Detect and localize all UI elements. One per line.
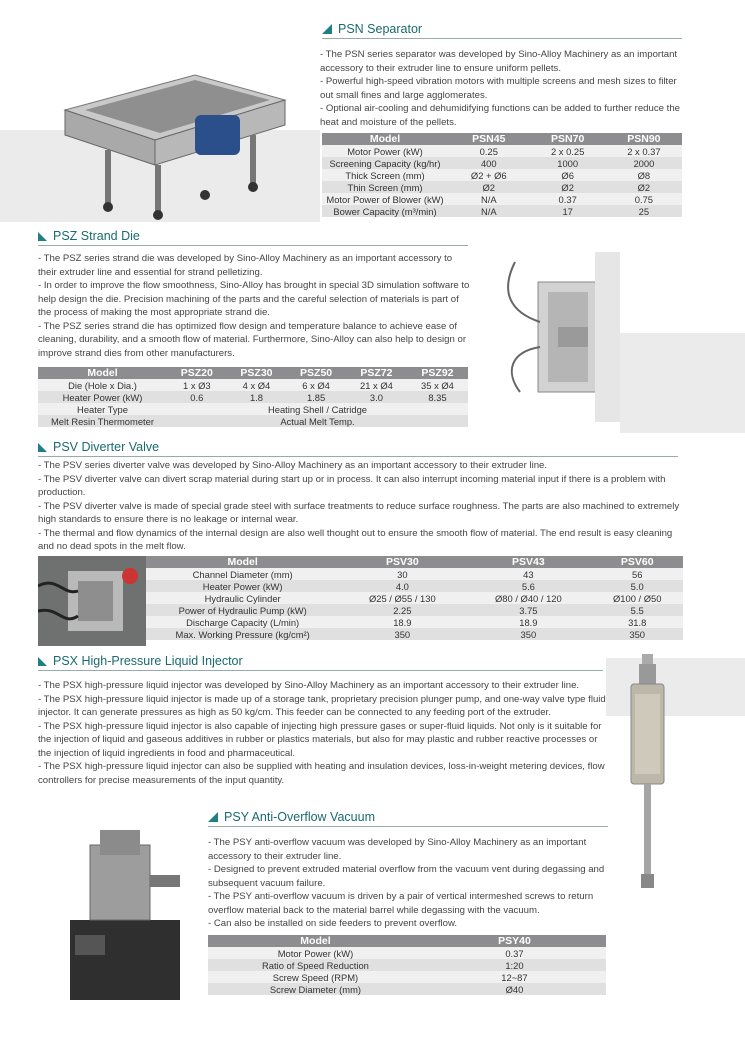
table-row — [208, 959, 606, 971]
psy-bullets — [208, 836, 608, 931]
table-cell: 4 x Ø4 — [227, 379, 287, 391]
section-marker-icon — [38, 443, 47, 452]
table-header: PSZ50 — [286, 367, 346, 379]
psy-bullet: - Can also be installed on side feeders to prevent overflow. — [208, 918, 458, 929]
table-cell: 0.75 — [606, 193, 682, 205]
table-header: PSZ20 — [167, 367, 227, 379]
table-cell: Ø2 + Ø6 — [448, 169, 530, 181]
psy-bullet: - The PSY anti-overflow vacuum was developed by Sino-Alloy Machinery as an important accessory to their extruder line. — [208, 837, 587, 862]
table-cell: Ø2 — [606, 181, 682, 193]
psy-title-rule — [208, 826, 608, 827]
table-cell: 3.75 — [465, 604, 591, 616]
table-row — [322, 157, 682, 169]
table-row — [322, 181, 682, 193]
psz-title-rule — [38, 245, 468, 246]
table-cell: 0.37 — [423, 947, 606, 959]
table-row — [38, 403, 468, 415]
table-cell: 0.37 — [530, 193, 606, 205]
table-cell: 6 x Ø4 — [286, 379, 346, 391]
table-cell: Hydraulic Cylinder — [146, 592, 339, 604]
table-header: PSZ92 — [407, 367, 468, 379]
table-cell: N/A — [448, 193, 530, 205]
psn-separator-image — [45, 55, 295, 220]
psy-spec-table — [208, 935, 606, 995]
table-row — [322, 193, 682, 205]
table-row — [146, 592, 683, 604]
psv-title — [38, 440, 159, 454]
table-cell: Thick Screen (mm) — [322, 169, 448, 181]
psn-bullets — [320, 48, 685, 129]
psv-bullet: - The PSV diverter valve can divert scrap material during start up or in process. It can also interrupt incoming material input if there is a problem with production. — [38, 473, 666, 498]
psx-bullet: - The PSX high-pressure liquid injector was developed by Sino-Alloy Machinery as an important accessory to their extruder line. — [38, 680, 580, 691]
table-cell: Die (Hole x Dia.) — [38, 379, 167, 391]
table-cell: 350 — [465, 628, 591, 640]
table-cell: 1 x Ø3 — [167, 379, 227, 391]
psv-title-rule — [38, 456, 678, 457]
psx-bullet: - The PSX high-pressure liquid injector is made up of a storage tank, proprietary precision plunger pump, and one-way valve type fluid injector. It can generate pressures as high as 50 kg/cm. This feeder can be connected to any feeding port of the extruder. — [38, 693, 606, 718]
table-header: Model — [38, 367, 167, 379]
psv-bullet: - The thermal and flow dynamics of the internal design are also well thought out to ensure the smooth flow of material. The end result is easy cleaning and no dead spots in the melt flow. — [38, 527, 673, 552]
table-cell: Motor Power (kW) — [208, 947, 423, 959]
psz-bullet: - The PSZ series strand die has optimized flow design and temperature balance to achieve ease of cleaning, durability, and a smooth flow of material. Furthermore, Sino-Alloy can also help to design or improve strand dies from other manufacturers. — [38, 320, 467, 359]
table-cell: Ø2 — [530, 181, 606, 193]
psz-strand-die-image — [500, 252, 620, 422]
table-header: Model — [322, 133, 448, 145]
section-marker-icon — [38, 232, 47, 241]
psx-title — [38, 654, 243, 668]
psy-title — [208, 810, 375, 824]
table-header: PSN45 — [448, 133, 530, 145]
table-header: PSN70 — [530, 133, 606, 145]
table-header: PSV43 — [465, 556, 591, 568]
table-header: Model — [208, 935, 423, 947]
table-cell: Ø8 — [606, 169, 682, 181]
table-cell: Screw Diameter (mm) — [208, 983, 423, 995]
table-cell: Bower Capacity (m³/min) — [322, 205, 448, 217]
table-cell: Channel Diameter (mm) — [146, 568, 339, 580]
table-cell: Max. Working Pressure (kg/cm²) — [146, 628, 339, 640]
table-cell: 8.35 — [407, 391, 468, 403]
table-cell: 30 — [339, 568, 465, 580]
table-cell: 1.8 — [227, 391, 287, 403]
table-cell: N/A — [448, 205, 530, 217]
table-cell: 350 — [591, 628, 683, 640]
psx-title-rule — [38, 670, 603, 671]
table-cell: 2.25 — [339, 604, 465, 616]
table-cell: 2000 — [606, 157, 682, 169]
table-cell: 1000 — [530, 157, 606, 169]
psn-title — [322, 22, 422, 36]
table-cell: 31.8 — [591, 616, 683, 628]
table-cell: Discharge Capacity (L/min) — [146, 616, 339, 628]
table-row — [146, 628, 683, 640]
psn-spec-table — [322, 133, 682, 217]
table-cell: 2 x 0.37 — [606, 145, 682, 157]
psz-title — [38, 229, 140, 243]
table-cell: Melt Resin Thermometer — [38, 415, 167, 427]
table-cell: Ø25 / Ø55 / 130 — [339, 592, 465, 604]
psn-bullet: - Optional air-cooling and dehumidifying functions can be added to further reduce the heat and moisture of the pellets. — [320, 103, 680, 128]
table-cell: Actual Melt Temp. — [167, 415, 468, 427]
table-row — [146, 568, 683, 580]
section-marker-icon — [322, 24, 332, 34]
psv-bullets — [38, 459, 683, 554]
table-cell: 5.0 — [591, 580, 683, 592]
section-marker-icon — [208, 812, 218, 822]
table-cell: Ratio of Speed Reduction — [208, 959, 423, 971]
psn-title-text: PSN Separator — [338, 22, 423, 36]
psy-bullet: - Designed to prevent extruded material overflow from the vacuum vent during degassing and subsequent vacuum failure. — [208, 864, 605, 889]
table-cell: Ø80 / Ø40 / 120 — [465, 592, 591, 604]
table-cell: 2 x 0.25 — [530, 145, 606, 157]
psz-spec-table — [38, 367, 468, 427]
table-cell: Ø6 — [530, 169, 606, 181]
table-header: PSZ72 — [346, 367, 407, 379]
psy-vacuum-image — [55, 825, 203, 1000]
table-row — [146, 616, 683, 628]
table-row — [322, 169, 682, 181]
psx-liquid-injector-image — [625, 654, 670, 890]
section-marker-icon — [38, 657, 47, 666]
psx-title-text: PSX High-Pressure Liquid Injector — [53, 654, 243, 668]
psx-bullet: - The PSX high-pressure liquid injector is also capable of injecting high pressure gases or super-fluid liquids. Not only is it suitable for the injection of liquid and gaseous additives in rubber or plastics materials, but also for may plastic and rubber reactive processes or the injection of liquid ingredients in food and pharmaceutical. — [38, 720, 602, 759]
table-row — [146, 604, 683, 616]
table-header: PSZ30 — [227, 367, 287, 379]
psx-bullet: - The PSX high-pressure liquid injector can also be supplied with heating and insulation devices, loss-in-weight metering devices, flow controllers for precise measurements of the input quantity. — [38, 761, 605, 786]
table-row — [38, 391, 468, 403]
table-cell: 17 — [530, 205, 606, 217]
table-row — [208, 983, 606, 995]
psz-bullets — [38, 252, 470, 360]
table-cell: 3.0 — [346, 391, 407, 403]
table-cell: Heater Power (kW) — [146, 580, 339, 592]
psv-bullet: - The PSV series diverter valve was developed by Sino-Alloy Machinery as an important accessory to their extruder line. — [38, 460, 548, 471]
table-cell: 56 — [591, 568, 683, 580]
table-cell: Ø2 — [448, 181, 530, 193]
table-cell: 5.5 — [591, 604, 683, 616]
psz-bullet: - In order to improve the flow smoothness, Sino-Alloy has brought in special 3D simulation software to help design the die. Precision machining of the parts and the careful selection of materials is part of the process of making the most appropriate strand die. — [38, 280, 470, 318]
table-row — [38, 379, 468, 391]
table-cell: 5.6 — [465, 580, 591, 592]
table-cell: Heating Shell / Catridge — [167, 403, 468, 415]
table-row — [146, 580, 683, 592]
table-cell: 1:20 — [423, 959, 606, 971]
table-cell: Screw Speed (RPM) — [208, 971, 423, 983]
table-row — [322, 205, 682, 217]
table-cell: Motor Power (kW) — [322, 145, 448, 157]
table-cell: 0.6 — [167, 391, 227, 403]
table-cell: 1.85 — [286, 391, 346, 403]
table-cell: Ø100 / Ø50 — [591, 592, 683, 604]
table-cell: 18.9 — [339, 616, 465, 628]
psn-bullet: - The PSN series separator was developed by Sino-Alloy Machinery as an important accessory to their extruder line to ensure uniform pellets. — [320, 49, 678, 74]
table-cell: 43 — [465, 568, 591, 580]
psv-spec-table — [146, 556, 683, 640]
psv-diverter-valve-image — [38, 556, 146, 646]
table-cell: 4.0 — [339, 580, 465, 592]
table-header: PSV30 — [339, 556, 465, 568]
table-cell: Heater Power (kW) — [38, 391, 167, 403]
table-row — [38, 415, 468, 427]
table-cell: 25 — [606, 205, 682, 217]
table-cell: Thin Screen (mm) — [322, 181, 448, 193]
psn-title-rule — [322, 38, 682, 39]
table-cell: 400 — [448, 157, 530, 169]
psy-bullet: - The PSY anti-overflow vacuum is driven by a pair of vertical intermeshed screws to return overflow material back to the material barrel while degassing with the vacuum. — [208, 891, 594, 916]
table-row — [208, 971, 606, 983]
table-header: PSV60 — [591, 556, 683, 568]
table-header: Model — [146, 556, 339, 568]
table-cell: Screening Capacity (kg/hr) — [322, 157, 448, 169]
table-cell: 0.25 — [448, 145, 530, 157]
psz-title-text: PSZ Strand Die — [53, 229, 140, 243]
table-row — [208, 947, 606, 959]
psx-bullets — [38, 679, 608, 787]
table-cell: 35 x Ø4 — [407, 379, 468, 391]
table-cell: Heater Type — [38, 403, 167, 415]
table-cell: 21 x Ø4 — [346, 379, 407, 391]
psv-title-text: PSV Diverter Valve — [53, 440, 160, 454]
psv-bullet: - The PSV diverter valve is made of special grade steel with surface treatments to reduce surface roughness. The parts are also machined to extremely high standards to ensure there is no leakage or internal wear. — [38, 500, 680, 525]
table-cell: 12~87 — [423, 971, 606, 983]
table-cell: Ø40 — [423, 983, 606, 995]
psz-bullet: - The PSZ series strand die was developed by Sino-Alloy Machinery as an important accessory to their extruder line and essential for strand pelletizing. — [38, 253, 453, 278]
table-cell: Power of Hydraulic Pump (kW) — [146, 604, 339, 616]
bg-band-psz — [620, 333, 745, 433]
table-row — [322, 145, 682, 157]
table-cell: 350 — [339, 628, 465, 640]
table-cell: 18.9 — [465, 616, 591, 628]
table-cell: Motor Power of Blower (kW) — [322, 193, 448, 205]
psn-bullet: - Powerful high-speed vibration motors with multiple screens and mesh sizes to filter out small fines and large agglomerates. — [320, 76, 677, 101]
psy-title-text: PSY Anti-Overflow Vacuum — [224, 810, 375, 824]
table-header: PSY40 — [423, 935, 606, 947]
table-header: PSN90 — [606, 133, 682, 145]
